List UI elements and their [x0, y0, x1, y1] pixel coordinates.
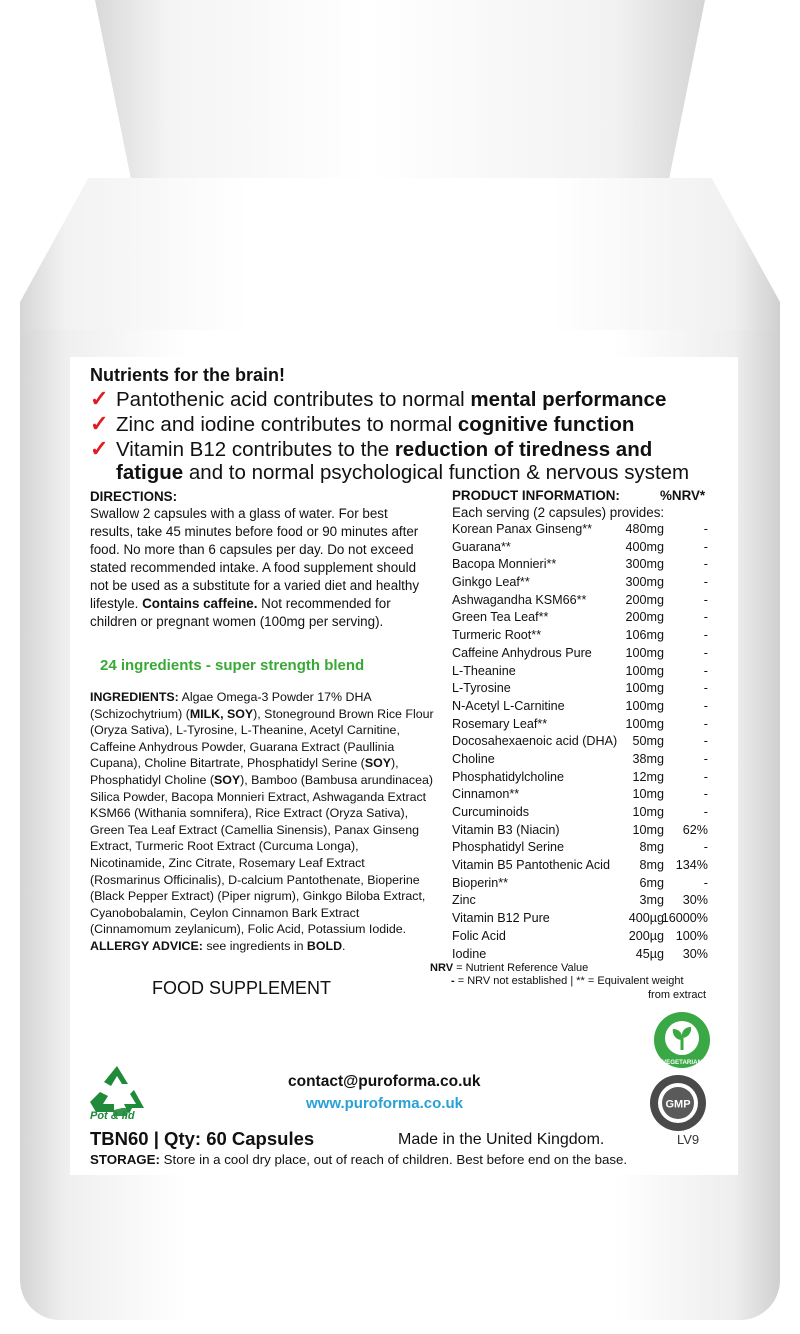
nutrient-name: Docosahexaenoic acid (DHA) [452, 734, 618, 749]
nutrient-amount: 10mg [632, 787, 664, 802]
blend-tagline: 24 ingredients - super strength blend [100, 657, 365, 674]
nutrient-amount: 200mg [625, 592, 664, 607]
svg-text:GMP: GMP [665, 1098, 691, 1111]
nutrient-nrv: - [703, 539, 708, 554]
nutrient-amount: 8mg [639, 840, 664, 855]
website: www.puroforma.co.uk [306, 1095, 463, 1112]
nutrient-amount: 100mg [625, 681, 664, 696]
nutrient-name: L-Tyrosine [452, 681, 511, 696]
nutrient-row [452, 575, 720, 593]
nutrient-amount: 100mg [625, 663, 664, 678]
headline: Nutrients for the brain! [90, 365, 286, 385]
nutrient-amount: 200mg [625, 610, 664, 625]
nutrient-row [452, 557, 720, 575]
nutrient-nrv: - [703, 592, 708, 607]
nutrient-amount: 12mg [632, 769, 664, 784]
serving-info: Each serving (2 capsules) provides: [452, 505, 665, 520]
nutrient-name: Iodine [452, 946, 487, 961]
nutrient-nrv: - [703, 751, 708, 766]
nutrient-nrv: - [703, 575, 708, 590]
claim-3: ✓ Vitamin B12 contributes to the reduction of tiredness and [90, 436, 653, 461]
nutrient-name: Bacopa Monnieri** [452, 557, 557, 572]
nutrient-row [452, 593, 720, 611]
claim-1: ✓ Pantothenic acid contributes to normal mental performance [90, 386, 667, 411]
nutrient-row [452, 699, 720, 717]
check-icon: ✓ [90, 436, 109, 461]
nutrient-nrv: 134% [675, 858, 708, 873]
nutrient-row [452, 787, 720, 805]
nutrient-row [452, 770, 720, 788]
nutrient-row [452, 823, 720, 841]
nutrient-row [452, 893, 720, 911]
nutrient-name: L-Theanine [452, 663, 516, 678]
svg-text:VEGETARIAN: VEGETARIAN [661, 1059, 703, 1066]
nutrient-amount: 480mg [625, 522, 664, 536]
nutrient-name: Turmeric Root** [452, 628, 542, 643]
nutrient-row [452, 681, 720, 699]
nutrient-amount: 200µg [628, 928, 664, 943]
nutrient-name: Vitamin B12 Pure [452, 911, 550, 926]
nutrient-amount: 100mg [625, 698, 664, 713]
product-code-qty: TBN60 | Qty: 60 Capsules [90, 1128, 315, 1149]
nutrient-nrv: - [703, 628, 708, 643]
nutrient-name: Vitamin B3 (Niacin) [452, 822, 560, 837]
nutrient-row [452, 752, 720, 770]
nutrient-nrv: 100% [675, 928, 708, 943]
nutrient-name: Phosphatidyl Serine [452, 840, 565, 855]
nutrient-name: Phosphatidylcholine [452, 769, 565, 784]
nutrient-amount: 300mg [625, 557, 664, 572]
nutrient-name: Caffeine Anhydrous Pure [452, 645, 592, 660]
nutrient-name: Vitamin B5 Pantothenic Acid [452, 858, 610, 873]
nutrient-nrv: - [703, 716, 708, 731]
nutrient-nrv: - [703, 734, 708, 749]
nutrient-row [452, 858, 720, 876]
nutrient-name: Folic Acid [452, 928, 506, 943]
nutrient-amount: 400mg [625, 539, 664, 554]
nutrient-row [452, 734, 720, 752]
nrv-note: NRV = Nutrient Reference Value [430, 962, 589, 974]
check-icon: ✓ [90, 411, 109, 436]
nrv-header: %NRV* [660, 488, 706, 503]
nutrient-amount: 300mg [625, 575, 664, 590]
nutrient-name: Guarana** [452, 539, 511, 554]
nutrient-name: Rosemary Leaf** [452, 716, 548, 731]
nutrient-nrv: - [703, 769, 708, 784]
contact-email: contact@puroforma.co.uk [288, 1073, 481, 1090]
ingredients-text: INGREDIENTS: Algae Omega-3 Powder 17% DHA (Schizochytrium) (MILK, SOY), Stoneground Brown Rice Flour (Oryza Sativa), L-Tyrosine, L-Theanine, Acetyl Carnitine, Caffeine Anhydrous Powder, Guarana Extract (Paullinia Cupana), Choline Bitartrate, Phosphatidyl Serine (SOY), Phosphatidyl Choline (SOY), Bamboo (Bambusa arundinacea) Silica Powder, Bacopa Monnieri Extract, Ashwaganda Extract KSM66 (Withania somnifera), Rice Extract (Oryza Sativa), Green Tea Leaf Extract (Camellia Sinensis), Panax Ginseng Extract, Turmeric Root Extract (Curcuma Longa), Nicotinamide, Zinc Citrate, Rosemary Leaf Extract (Rosmarinus Officinalis), D-calcium Pantothenate, Bioperine (Black Pepper Extract) (Piper nigrum), Ginkgo Biloba Extract, Cyanobobalamin, Ceylon Cinnamon Bark Extract (Cinnamomum zeylanicum), Folic Acid, Potassium Iodide. ALLERGY ADVICE: see ingredients in BOLD. [90, 690, 434, 953]
nutrient-amount: 3mg [639, 893, 664, 908]
nutrient-row [452, 522, 720, 540]
nutrient-row [452, 876, 720, 894]
nutrient-amount: 45µg [635, 946, 664, 961]
lot-code: LV9 [677, 1132, 700, 1147]
gmp-seal-icon [648, 1073, 708, 1133]
directions-text: Swallow 2 capsules with a glass of water. For best results, take 45 minutes before food or 90 minutes after food. No more than 6 capsules per day. Do not exceed stated recommended intake. A food supplement should not be used as a substitute for a varied diet and healthy lifestyle. Contains caffeine. Not recommended for children or pregnant women (100mg per serving). [90, 506, 420, 629]
product-info-title: PRODUCT INFORMATION: [452, 488, 620, 503]
nutrient-amount: 8mg [639, 858, 664, 873]
nutrient-amount: 106mg [625, 628, 664, 643]
nutrient-row [452, 610, 720, 628]
nutrient-nrv: 62% [682, 822, 708, 837]
nutrient-row [452, 540, 720, 558]
nutrient-name: Ashwagandha KSM66** [452, 592, 587, 607]
claim-3-continued: fatigue and to normal psychological function & nervous system [116, 461, 690, 484]
nutrient-amount: 100mg [625, 645, 664, 660]
nutrient-name: Cinnamon** [452, 787, 520, 802]
nutrient-row [452, 840, 720, 858]
nutrient-nrv: 30% [682, 893, 708, 908]
directions-title: DIRECTIONS: [90, 489, 178, 504]
nutrient-nrv: - [703, 522, 708, 536]
nrv-note-3: from extract [648, 989, 707, 1001]
nutrient-name: Ginkgo Leaf** [452, 575, 530, 590]
nutrient-nrv: - [703, 557, 708, 572]
food-supplement: FOOD SUPPLEMENT [152, 978, 332, 998]
nutrient-nrv: - [703, 875, 708, 890]
nutrient-amount: 10mg [632, 822, 664, 837]
nutrient-amount: 38mg [632, 751, 664, 766]
nutrient-amount: 100mg [625, 716, 664, 731]
nutrient-nrv: 16000% [661, 911, 708, 926]
nutrient-nrv: - [703, 805, 708, 819]
nutrient-nrv: - [703, 663, 708, 678]
nutrient-name: Zinc [452, 893, 476, 908]
nutrient-nrv: - [703, 840, 708, 855]
nutrient-name: Choline [452, 751, 495, 766]
nutrient-row [452, 929, 720, 947]
nutrient-nrv: - [703, 787, 708, 802]
vegetarian-badge [652, 1010, 712, 1070]
nutrient-table [452, 522, 720, 964]
nutrient-nrv: - [703, 681, 708, 696]
nrv-note-2: - = NRV not established | ** = Equivalent weight [451, 975, 684, 987]
nutrient-amount: 50mg [632, 734, 664, 749]
recycle-caption: Pot & lid [90, 1110, 135, 1122]
nutrient-name: Bioperin** [452, 875, 509, 890]
nutrient-name: Green Tea Leaf** [452, 610, 549, 625]
check-icon: ✓ [90, 386, 109, 411]
nutrient-row [452, 805, 720, 823]
claim-2: ✓ Zinc and iodine contributes to normal cognitive function [90, 411, 635, 436]
nutrient-name: N-Acetyl L-Carnitine [452, 698, 565, 713]
nutrient-nrv: - [703, 645, 708, 660]
nutrient-nrv: - [703, 610, 708, 625]
nutrient-row [452, 646, 720, 664]
nutrient-nrv: - [703, 698, 708, 713]
nutrient-row [452, 664, 720, 682]
storage-text: STORAGE: Store in a cool dry place, out of reach of children. Best before end on the base. [90, 1152, 628, 1167]
bottle-lid [95, 0, 705, 190]
nutrient-row [452, 717, 720, 735]
nutrient-amount: 400µg [628, 911, 664, 926]
nutrient-nrv: 30% [682, 946, 708, 961]
nutrient-row [452, 911, 720, 929]
nutrient-amount: 6mg [639, 875, 664, 890]
nutrient-name: Korean Panax Ginseng** [452, 522, 593, 536]
nutrient-row [452, 628, 720, 646]
nutrient-amount: 10mg [632, 805, 664, 819]
made-in: Made in the United Kingdom. [398, 1131, 605, 1148]
nutrient-name: Curcuminoids [452, 805, 529, 819]
